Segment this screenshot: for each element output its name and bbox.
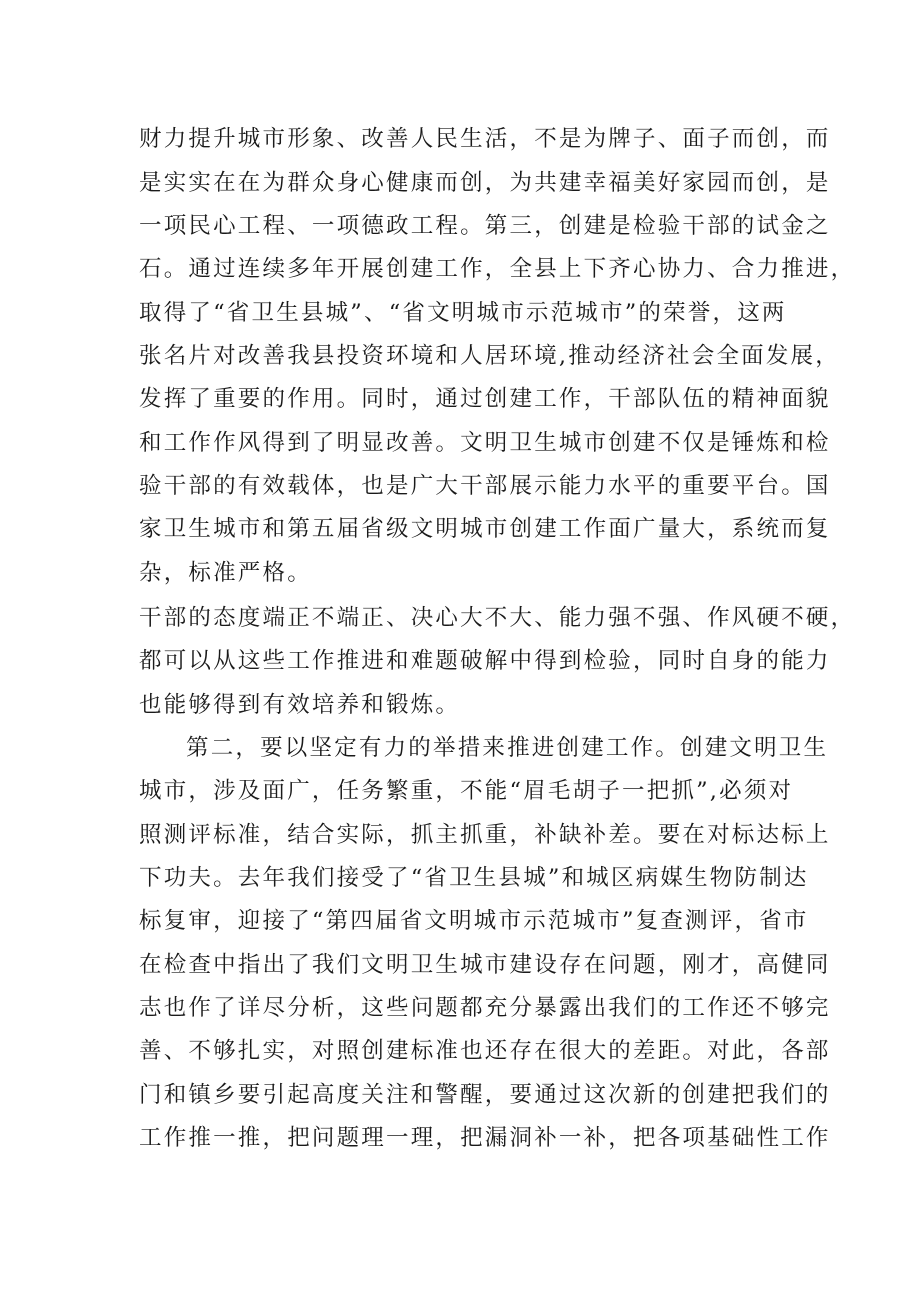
paragraph-1-line: 一项民心工程、一项德政工程。第三，创建是检验干部的试金之 — [139, 213, 831, 239]
paragraph-1-line: 石。通过连续多年开展创建工作，全县上下齐心协力、合力推进， — [139, 256, 856, 282]
paragraph-3-line: 门和镇乡要引起高度关注和警醒，要通过这次新的创建把我们的 — [139, 1082, 831, 1108]
paragraph-2-line: 干部的态度端正不端正、决心大不大、能力强不强、作风硬不硬， — [139, 605, 856, 631]
paragraph-1-line: 取得了“省卫生县城”、“省文明城市示范城市”的荣誉，这两 — [139, 300, 787, 326]
paragraph-3-line: 在检查中指出了我们文明卫生城市建设存在问题，刚才，高健同 — [139, 952, 831, 978]
paragraph-3-line: 照测评标准，结合实际，抓主抓重，补缺补差。要在对标达标上 — [139, 822, 831, 848]
paragraph-2-line: 都可以从这些工作推进和难题破解中得到检验，同时自身的能力 — [139, 648, 831, 674]
paragraph-3-line: 下功夫。去年我们接受了“省卫生县城”和城区病媒生物防制达 — [139, 865, 809, 891]
paragraph-3-line: 志也作了详尽分析，这些问题都充分暴露出我们的工作还不够完 — [139, 995, 831, 1021]
paragraph-2-line: 也能够得到有效培养和锻炼。 — [139, 692, 461, 718]
paragraph-1-line: 财力提升城市形象、改善人民生活，不是为牌子、面子而创，而 — [139, 126, 831, 152]
paragraph-1-line: 是实实在在为群众身心健康而创，为共建幸福美好家园而创，是 — [139, 170, 831, 196]
paragraph-3-line: 善、不够扎实，对照创建标准也还存在很大的差距。对此，各部 — [139, 1038, 831, 1064]
paragraph-3-first-line: 第二，要以坚定有力的举措来推进创建工作。创建文明卫生 — [186, 735, 829, 761]
paragraph-1-line: 验干部的有效载体，也是广大干部展示能力水平的重要平台。国 — [139, 473, 831, 499]
paragraph-1-line: 杂，标准严格。 — [139, 560, 312, 586]
paragraph-3-line: 标复审，迎接了“第四届省文明城市示范城市”复查测评，省市 — [139, 908, 809, 934]
paragraph-1-line: 家卫生城市和第五届省级文明城市创建工作面广量大，系统而复 — [139, 516, 831, 542]
paragraph-1-line: 张名片对改善我县投资环境和人居环境,推动经济社会全面发展， — [139, 343, 840, 369]
paragraph-3-line: 城市，涉及面广，任务繁重，不能“眉毛胡子一把抓”,必须对 — [139, 778, 794, 804]
paragraph-1-line: 发挥了重要的作用。同时，通过创建工作，干部队伍的精神面貌 — [139, 386, 831, 412]
paragraph-3-line: 工作推一推，把问题理一理，把漏洞补一补，把各项基础性工作 — [139, 1125, 831, 1151]
paragraph-1-line: 和工作作风得到了明显改善。文明卫生城市创建不仅是锤炼和检 — [139, 430, 831, 456]
